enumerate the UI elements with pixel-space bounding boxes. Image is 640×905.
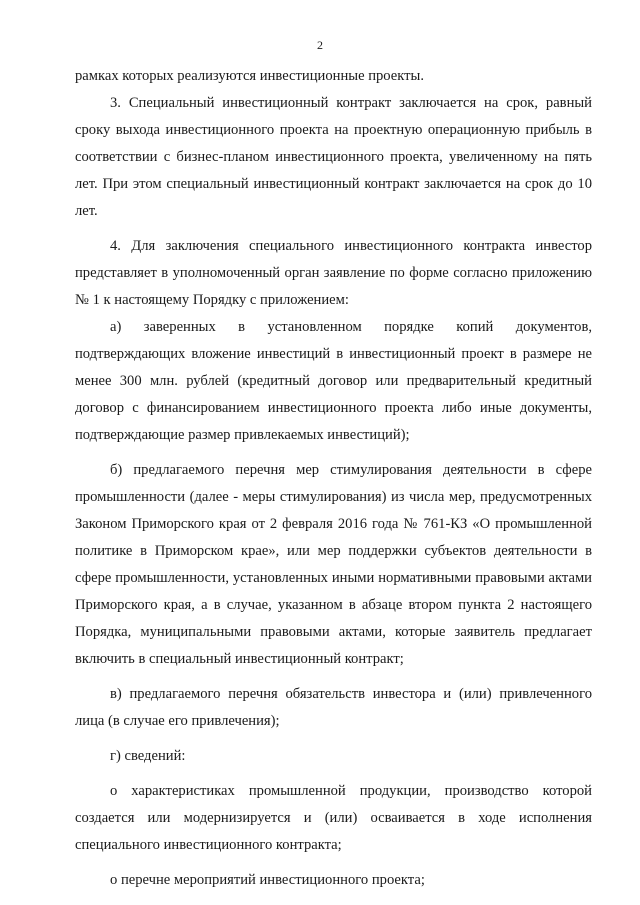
paragraph-item-3: 3. Специальный инвестиционный контракт заключается на срок, равный сроку выхода инвестиционного проекта на проектную операционную прибыль в соответствии с бизнес-планом инвестиционного проекта, увеличенному на пять лет. При этом специальный инвестиционный контракт заключается на срок до 10 лет. bbox=[75, 95, 592, 219]
paragraph-subitem-g: г) сведений: bbox=[110, 748, 186, 764]
paragraph-continuation: рамках которых реализуются инвестиционные проекты. bbox=[75, 68, 424, 84]
page-number: 2 bbox=[317, 38, 323, 52]
paragraph-item-4: 4. Для заключения специального инвестиционного контракта инвестор представляет в уполномоченный орган заявление по форме согласно приложению № 1 к настоящему Порядку с приложением: bbox=[75, 238, 592, 308]
paragraph-subitem-v: в) предлагаемого перечня обязательств инвестора и (или) привлеченного лица (в случае его привлечения); bbox=[75, 686, 592, 729]
paragraph-subitem-a: а) заверенных в установленном порядке копий документов, подтверждающих вложение инвестиций в инвестиционный проект в размере не менее 300 млн. рублей (кредитный договор или предварительный кредитный договор с финансированием инвестиционного проекта либо иные документы, подтверждающие размер привлекаемых инвестиций); bbox=[75, 319, 592, 443]
document-body bbox=[75, 63, 592, 894]
paragraph-characteristics: о характеристиках промышленной продукции, производство которой создается или модернизируется и (или) осваивается в ходе исполнения специального инвестиционного контракта; bbox=[75, 783, 592, 853]
paragraph-activities: о перечне мероприятий инвестиционного проекта; bbox=[110, 872, 425, 888]
paragraph-subitem-b: б) предлагаемого перечня мер стимулирования деятельности в сфере промышленности (далее - меры стимулирования) из числа мер, предусмотренных Законом Приморского края от 2 февраля 2016 года № 761-КЗ «О промышленной политике в Приморском крае», или мер поддержки субъектов деятельности в сфере промышленности, установленных иными нормативными правовыми актами Приморского края, а в случае, указанном в абзаце втором пункта 2 настоящего Порядка, муниципальными правовыми актами, которые заявитель предлагает включить в специальный инвестиционный контракт; bbox=[75, 462, 592, 667]
